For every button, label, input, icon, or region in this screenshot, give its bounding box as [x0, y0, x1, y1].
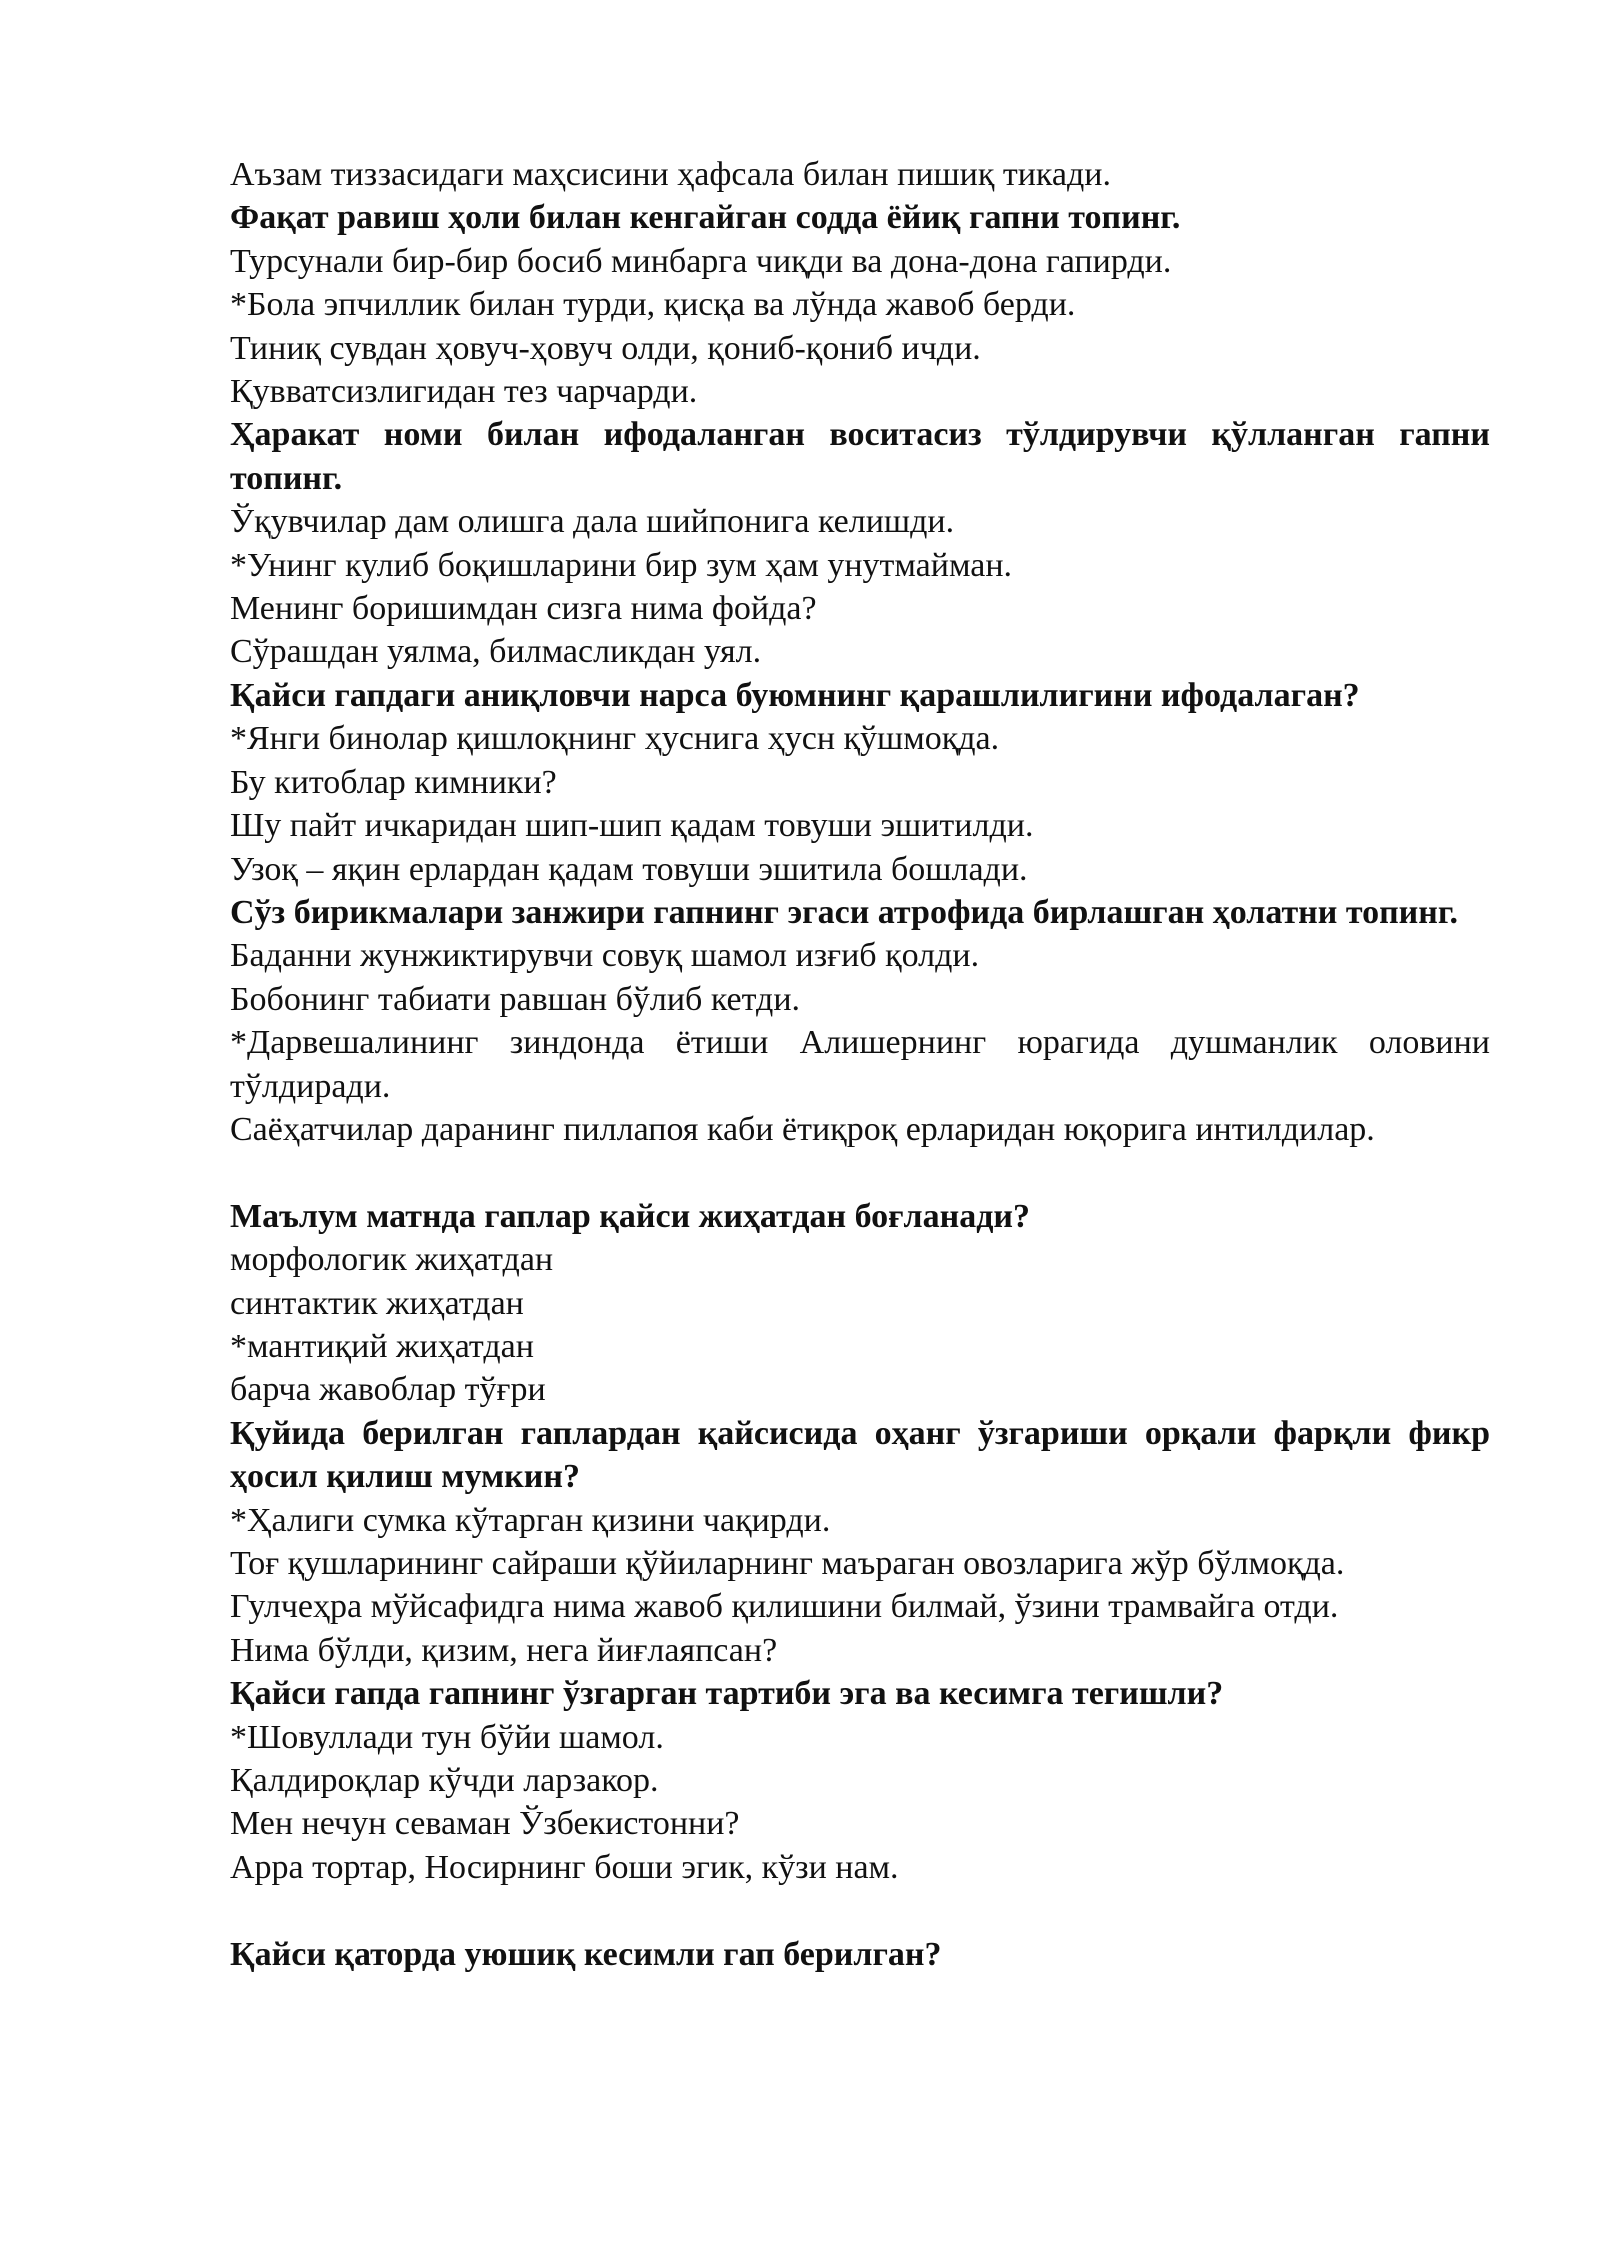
answer-option: *Дарвешалининг зиндонда ётиши Алишернинг юрагида душманлик оловини тўлдиради.	[230, 1024, 1490, 1105]
answer-option: Тоғ қушларининг сайраши қўйиларнинг маъраган овозларига жўр бўлмоқда.	[230, 1544, 1345, 1582]
answer-option: Саёҳатчилар даранинг пиллапоя каби ётиқроқ ерларидан юқорига интилдилар.	[230, 1110, 1375, 1148]
answer-option: Арра тортар, Носирнинг боши эгик, кўзи нам.	[230, 1848, 899, 1886]
question-text: Қайси гапдаги аниқловчи нарса буюмнинг қарашлилигини ифодалаган?	[230, 676, 1360, 714]
answer-option: Қалдироқлар кўчди ларзакор.	[230, 1762, 659, 1800]
answer-option: морфологик жиҳатдан	[230, 1241, 554, 1279]
answer-option: Қувватсизлигидан тез чарчарди.	[230, 373, 698, 411]
answer-option: синтактик жиҳатдан	[230, 1284, 524, 1322]
answer-option: Шу пайт ичкаридан шип-шип қадам товуши эшитилди.	[230, 807, 1034, 845]
question-text: Ҳаракат номи билан ифодаланган воситасиз тўлдирувчи қўлланган гапни топинг.	[230, 416, 1490, 497]
answer-option: Мен нечун севаман Ўзбекистонни?	[230, 1805, 740, 1843]
question-text: Қайси гапда гапнинг ўзгарган тартиби эга ва кесимга тегишли?	[230, 1675, 1224, 1713]
answer-option: *Унинг кулиб боқишларини бир зум ҳам унутмайман.	[230, 546, 1013, 584]
answer-option: *Бола эпчиллик билан турди, қисқа ва лўнда жавоб берди.	[230, 286, 1076, 324]
question-text: Қайси қаторда уюшиқ кесимли гап берилган?	[230, 1935, 942, 1973]
answer-option: *Янги бинолар қишлоқнинг ҳуснига ҳусн қўшмоқда.	[230, 720, 1000, 758]
answer-option: барча жавоблар тўғри	[230, 1371, 546, 1409]
question-text: Маълум матнда гаплар қайси жиҳатдан боғланади?	[230, 1197, 1031, 1235]
answer-option: Менинг боришимдан сизга нима фойда?	[230, 590, 817, 628]
answer-option: Бу китоблар кимники?	[230, 763, 557, 801]
document-page	[230, 153, 1490, 1976]
question-text: Фақат равиш ҳоли билан кенгайган содда ёйиқ гапни топинг.	[230, 199, 1181, 237]
answer-option: Аъзам тиззасидаги маҳсисини ҳафсала билан пишиқ тикади.	[230, 156, 1111, 193]
answer-option: Узоқ – яқин ерлардан қадам товуши эшитила бошлади.	[230, 850, 1028, 888]
answer-option: Баданни жунжиктирувчи совуқ шамол изғиб қолди.	[230, 937, 980, 975]
blank-line	[230, 1151, 1490, 1194]
answer-option: Бобонинг табиати равшан бўлиб кетди.	[230, 980, 801, 1018]
answer-option: *мантиқий жиҳатдан	[230, 1327, 534, 1365]
answer-option: Гулчеҳра мўйсафидга нима жавоб қилишини билмай, ўзини трамвайга отди.	[230, 1588, 1339, 1626]
answer-option: Турсунали бир-бир босиб минбарга чиқди ва дона-дона гапирди.	[230, 242, 1172, 280]
answer-option: Нима бўлди, қизим, нега йиғлаяпсан?	[230, 1631, 778, 1669]
answer-option: Тиниқ сувдан ҳовуч-ҳовуч олди, қониб-қониб ичди.	[230, 329, 981, 367]
question-text: Сўз бирикмалари занжири гапнинг эгаси атрофида бирлашган ҳолатни топинг.	[230, 893, 1458, 931]
answer-option: *Шовуллади тун бўйи шамол.	[230, 1718, 664, 1756]
answer-option: Сўрашдан уялма, билмасликдан уял.	[230, 633, 762, 671]
answer-option: *Ҳалиги сумка кўтарган қизини чақирди.	[230, 1501, 831, 1539]
blank-line	[230, 1889, 1490, 1932]
question-text: Қуйида берилган гаплардан қайсисида оҳанг ўзгариши орқали фарқли фикр ҳосил қилиш мумкин?	[230, 1414, 1490, 1496]
answer-option: Ўқувчилар дам олишга дала шийпонига келишди.	[230, 503, 955, 541]
